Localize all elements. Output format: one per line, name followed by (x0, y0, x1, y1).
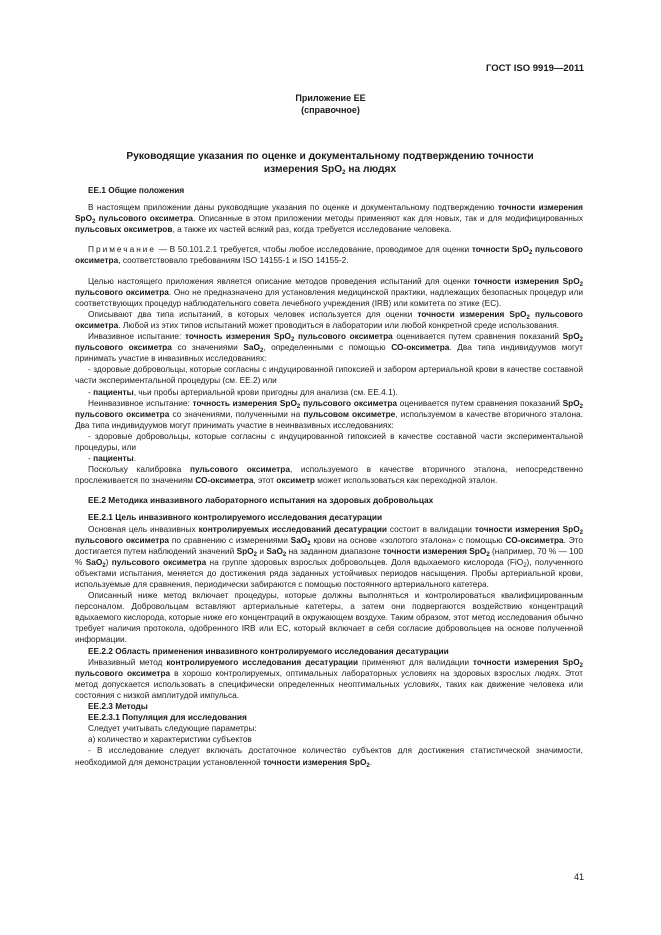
annex-title: Приложение ЕЕ (295, 93, 366, 103)
list-item: а) количество и характеристики субъектов (88, 734, 252, 745)
document-header: ГОСТ ISO 9919—2011 (486, 63, 584, 74)
paragraph: Неинвазивное испытание: точность измерения SpO$_2$ пульсового оксиметра оценивается путем сравнения показаний SpO$_2$ пульсового оксиметра со значениями, полученными на пульсовом оксиметре, используемом в качестве вторичного эталона. Два типа индивидуумов могут принимать участие в неинвазивных исследованиях: (75, 397, 584, 430)
paragraph: В настоящем приложении даны руководящие указания по оценке и документальному подтверждению точности измерения SpO$_2$ пульсового оксиметра. Описанные в этом приложении методы применяют как для новых, так и для модифицированных пульсовых оксиметров, а также их частей всякий раз, когда требуется исследование человека. (75, 202, 583, 235)
main-title-line1: Руководящие указания по оценке и документальному подтверждению точности (126, 151, 534, 162)
paragraph: Описанный ниже метод включает процедуры, которые должны выполняться и контролироваться квалифицированным персоналом. Добровольцам вставляют артериальные катетеры, а затем они подвергаются воздействию концентраций вдыхаемого кислорода, которые ниже его концентраций в окружающем воздухе. Таким образом, этот метод исследования обычно требует наличия протокола, одобренного IRB или ЕС, который включает в себя согласие добровольцев на основе полученной информации. (75, 590, 583, 645)
list-item: - пациенты. (88, 453, 136, 464)
subsection-heading: ЕЕ.2.3.1 Популяция для исследования (88, 712, 247, 723)
annex-heading (0, 92, 661, 116)
subsection-heading: ЕЕ.2.1 Цель инвазивного контролируемого исследования десатурации (88, 512, 383, 523)
note: Примечание — В 50.101.2.1 требуется, чтобы любое исследование, проводимое для оценки точности SpO$_2$ пульсового оксиметра, соответствовало требованиям ISO 14155-1 и ISO 14155-2. (75, 244, 583, 266)
page-number: 41 (573, 872, 584, 882)
paragraph: Поскольку калибровка пульсового оксиметра, используемого в качестве вторичного эталона, непосредственно прослеживается по значениям СО-оксиметра, этот оксиметр может использоваться как переходной эталон. (75, 464, 583, 486)
paragraph: Инвазивный метод контролируемого исследования десатурации применяют для валидации точности измерения SpO$_2$ пульсового оксиметра в хорошо контролируемых, оптимальных лабораторных условиях на здоровых взрослых людях. Этот метод допускается использовать в специфически определенных неоптимальных условиях, таких как движение человека или состояния с низкой амплитудой импульса. (75, 656, 584, 700)
paragraph: Целью настоящего приложения является описание методов проведения испытаний для оценки точности измерения SpO$_2$ пульсового оксиметра. Оно не предназначено для установления медицинской практики, надлежащих безопасных процедур или соответствующих процедур наблюдательного совета лечебного учреждения (IRB) или комитета по этике (ЕС). (75, 275, 583, 308)
list-item: - здоровые добровольцы, которые согласны с индуцированной гипоксией в качестве составной части экспериментальной процедуры, или (75, 430, 583, 452)
list-item: - здоровые добровольцы, которые согласны с индуцированной гипоксией и забором артериальной крови в качестве составной части экспериментальной процедуры (см. ЕЕ.2) или (75, 364, 583, 386)
section-heading: ЕЕ.1 Общие положения (88, 185, 185, 195)
subsection-heading: ЕЕ.2.2 Область применения инвазивного контролируемого исследования десатурации (88, 645, 449, 656)
document-body (75, 185, 583, 768)
paragraph: Инвазивное испытание: точность измерения SpO$_2$ пульсового оксиметра оценивается путем сравнения показаний SpO$_2$ пульсового оксиметра со значениями SaO$_2$, определенными с помощью СО-оксиметра. Два типа индивидуумов могут принимать участие в инвазивных исследованиях: (75, 331, 584, 364)
paragraph: - В исследование следует включать достаточное количество субъектов для достижения статистической значимости, необходимой для демонстрации установленной точности измерения SpO$_2$. (75, 745, 583, 769)
paragraph: Следует учитывать следующие параметры: (88, 723, 257, 734)
section-heading: ЕЕ.2 Методика инвазивного лабораторного испытания на здоровых добровольцах (88, 495, 434, 506)
main-title (60, 150, 600, 176)
annex-subtitle: (справочное) (301, 105, 360, 115)
paragraph: Описывают два типа испытаний, в которых человек используется для оценки точности измерения SpO$_2$ пульсового оксиметра. Любой из этих типов испытаний может проводиться в лаборатории или любой конкретной среде использования. (75, 308, 583, 330)
paragraph: Основная цель инвазивных контролируемых исследований десатурации состоит в валидации точности измерения SpO$_2$ пульсового оксиметра по сравнению с измерениями SaO$_2$ крови на основе «золотого эталона» с помощью СО-оксиметра. Это достигается путем наблюдений значений SpO$_2$ и SaO$_2$ на заданном диапазоне точности измерения SpO$_2$ (например, 70 % — 100 % SaO$_2$) пульсового оксиметра на группе здоровых взрослых добровольцев. Доля вдыхаемого кислорода (FiO$_2$), полученного объектами испытания, меняется до достижения ряда заданных устойчивых периодов насыщения. Пробы артериальной крови, используемые для сравнения, периодически забираются с помощью постоянного артериального катетера. (75, 523, 584, 589)
main-title-line2: измерения SpO$_2$ на людях (263, 164, 397, 176)
subsection-heading: ЕЕ.2.3 Методы (88, 701, 148, 712)
list-item: - пациенты, чьи пробы артериальной крови пригодны для анализа (см. ЕЕ.4.1). (88, 386, 398, 397)
